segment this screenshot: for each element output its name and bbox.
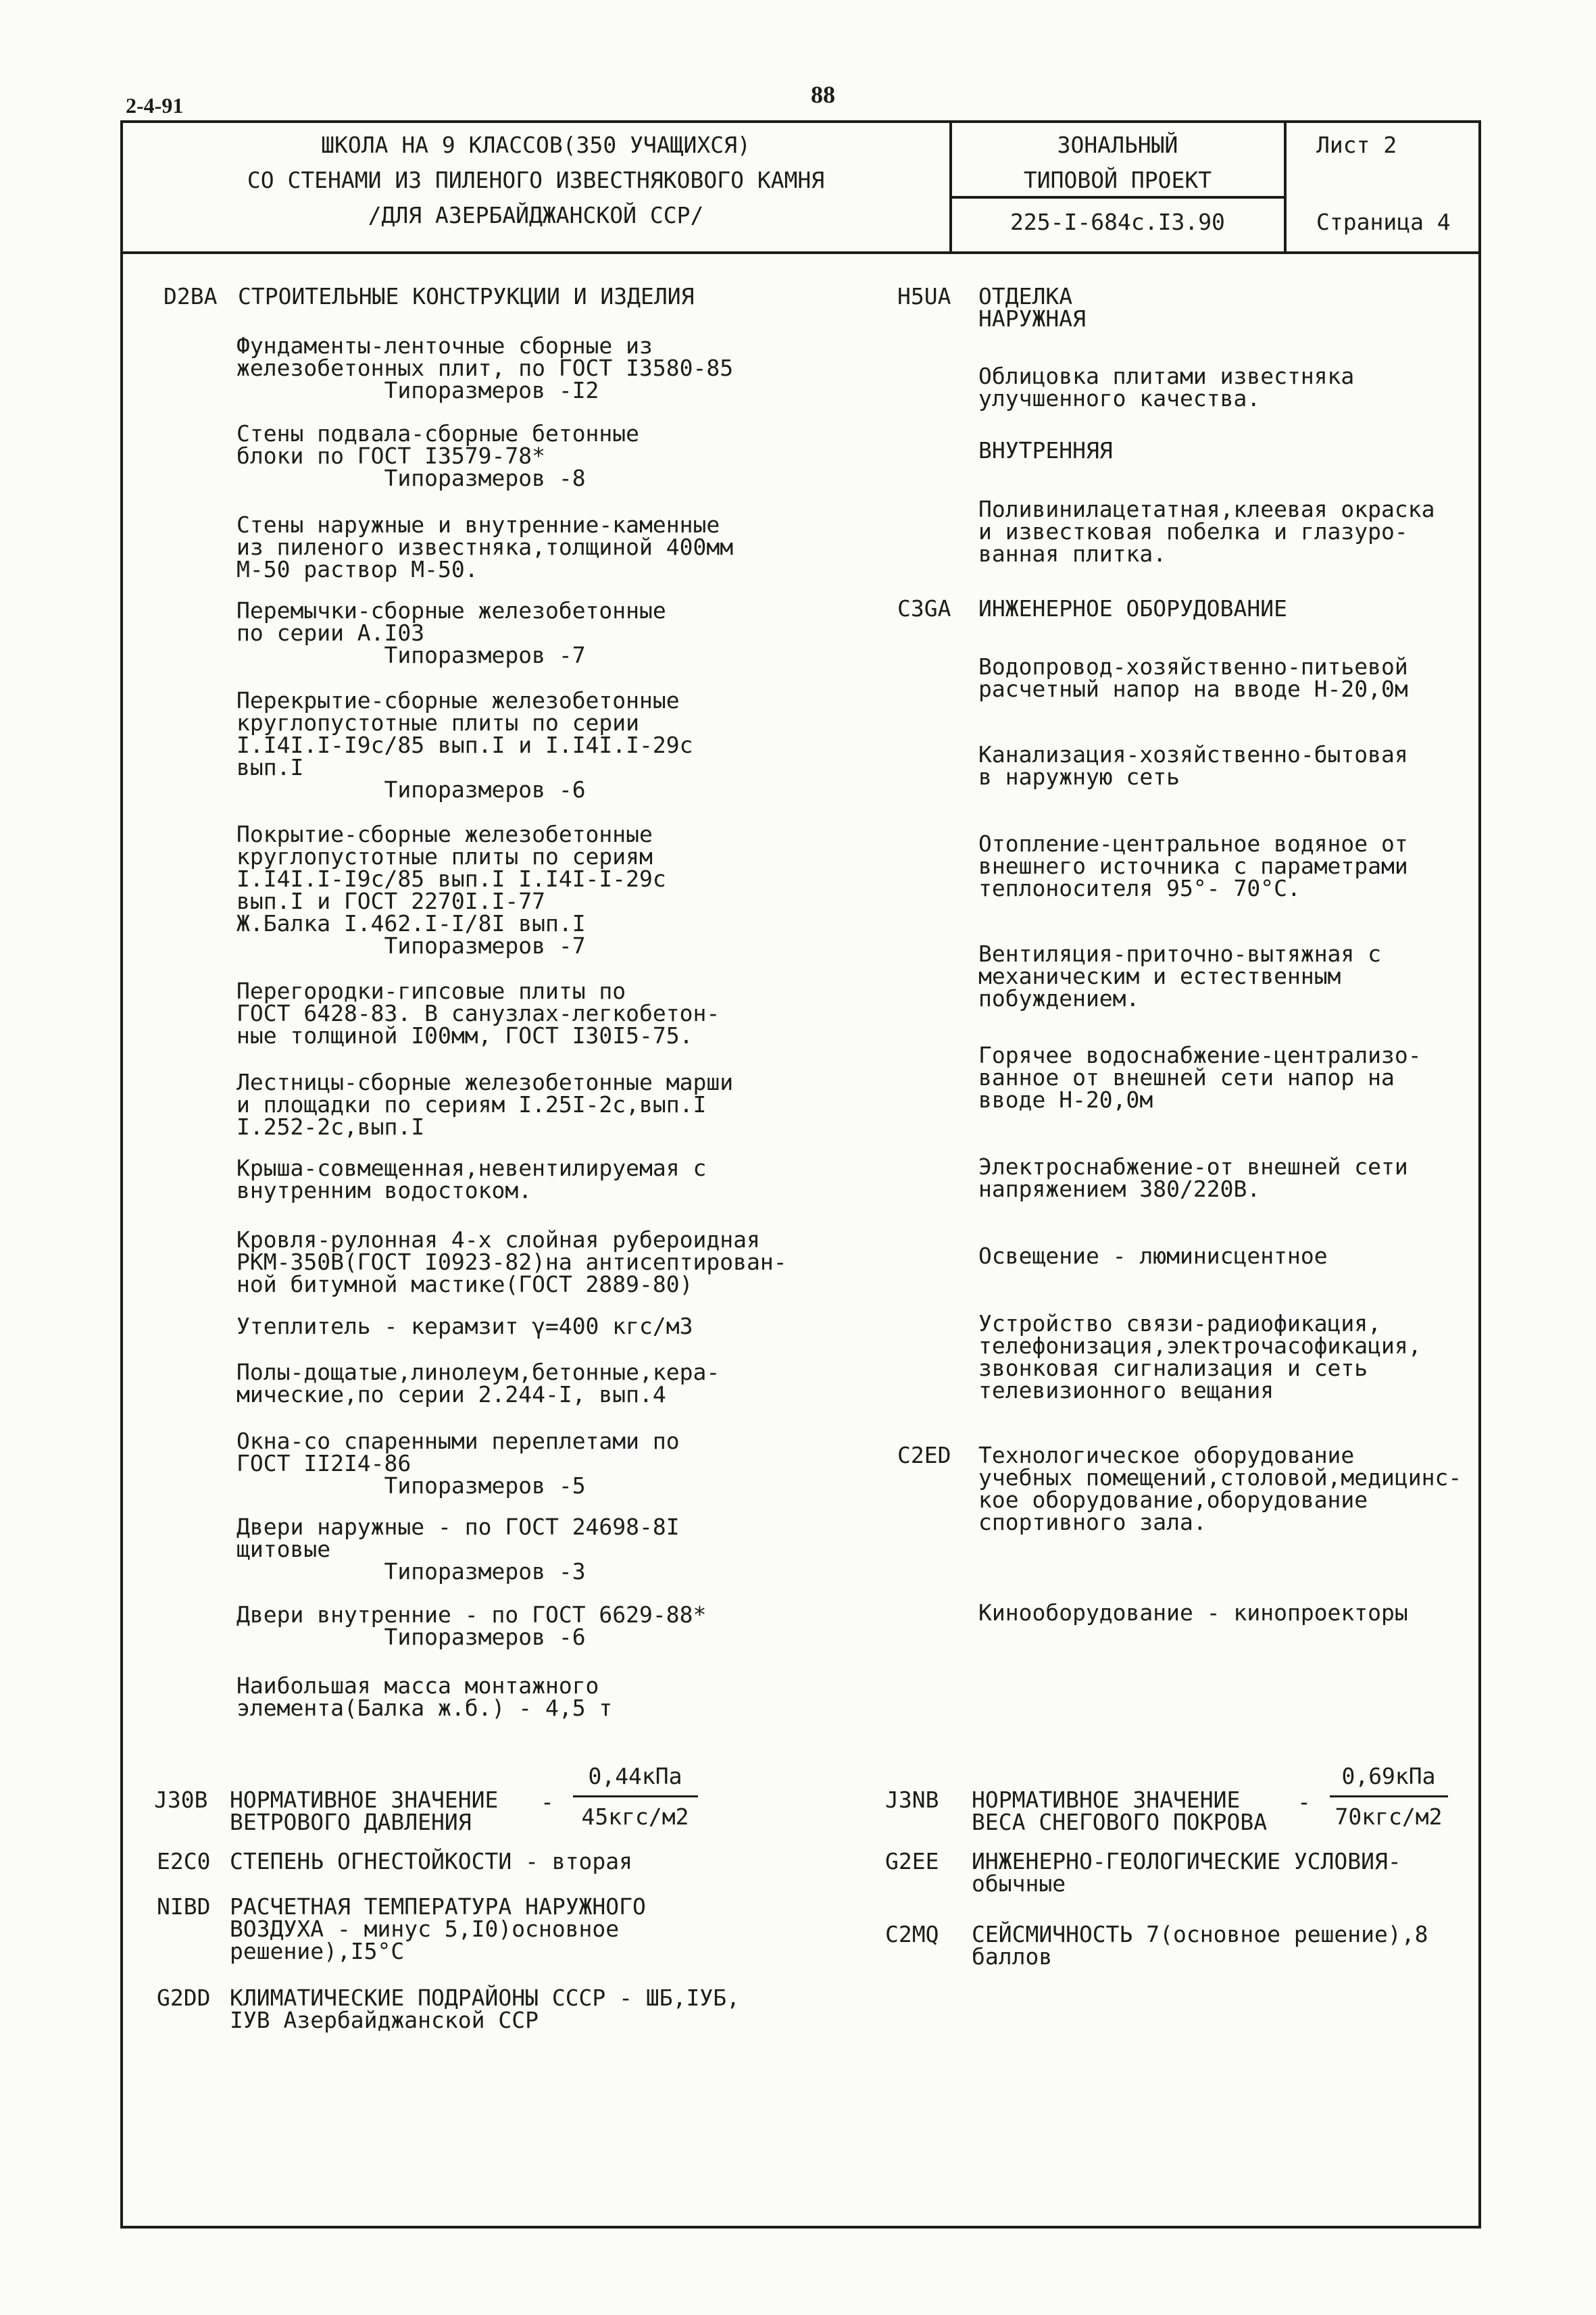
snow-value-kpa: 0,69кПа — [1341, 1763, 1436, 1789]
left-item-foundations: Фундаменты-ленточные сборные из железобетонных плит, по ГОСТ I3580-85 Типоразмеров -I2 — [236, 332, 734, 403]
left-item-partitions: Перегородки-гипсовые плиты по ГОСТ 6428-83. В санузлах-легкобетон- ные толщиной I00мм, ГОСТ I30I5-75. — [236, 978, 720, 1049]
section-title-finishing: ОТДЕЛКА НАРУЖНАЯ — [978, 283, 1086, 332]
left-item-outer-doors: Двери наружные - по ГОСТ 24698-8I щитовые Типоразмеров -3 — [236, 1514, 680, 1585]
eng-item-electricity: Электроснабжение-от внешней сети напряжением 380/220В. — [978, 1153, 1408, 1202]
section-code-engineering: C3GA — [897, 595, 951, 622]
left-item-insulation: Утеплитель - керамзит γ=400 кгс/м3 — [236, 1313, 693, 1339]
sheet-label: Лист 2 — [1316, 132, 1397, 158]
snow-label: НОРМАТИВНОЕ ЗНАЧЕНИЕ ВЕСА СНЕГОВОГО ПОКРОВА — [972, 1787, 1268, 1835]
climate-code: G2DD — [157, 1985, 211, 2011]
eng-item-hot-water: Горячее водоснабжение-централизо- ванное от внешней сети напор на вводе Н-20,0м — [978, 1042, 1422, 1113]
finishing-inner-title: ВНУТРЕННЯЯ — [978, 437, 1113, 464]
section-code-finishing: H5UA — [897, 283, 951, 309]
eng-item-water: Водопровод-хозяйственно-питьевой расчетный напор на вводе Н-20,0м — [978, 653, 1408, 702]
temperature-code: NIBD — [157, 1893, 211, 1920]
left-item-roofing: Кровля-рулонная 4-х слойная рубероидная РКМ-350В(ГОСТ I0923-82)на антисептирован- ной битумной мастике(ГОСТ 2889-80) — [236, 1226, 787, 1297]
eng-item-lighting: Освещение - люминисцентное — [978, 1243, 1328, 1269]
left-item-roof-slabs: Покрытие-сборные железобетонные круглопустотные плиты по сериям I.I4I.I-I9с/85 вып.I I.I4I-I-29с вып.I и ГОСТ 2270I.I-77 Ж.Балка I.462.I-I/8I вып.I Типоразмеров -7 — [236, 821, 666, 959]
header-title-line-3: /ДЛЯ АЗЕРБАЙДЖАНСКОЙ ССР/ — [368, 202, 704, 228]
snow-dash: - — [1297, 1789, 1311, 1815]
eng-item-sewer: Канализация-хозяйственно-бытовая в наружную сеть — [978, 741, 1408, 790]
snow-fraction-line — [1330, 1795, 1448, 1797]
fire-code: E2C0 — [157, 1848, 211, 1874]
fire-resistance-text: СТЕПЕНЬ ОГНЕСТОЙКОСТИ - вторая — [230, 1848, 633, 1874]
technology-text: Технологическое оборудование учебных помещений,столовой,медицинс- кое оборудование,оборудование спортивного зала. — [978, 1442, 1462, 1535]
page-number: 88 — [811, 81, 835, 108]
section-title-engineering: ИНЖЕНЕРНОЕ ОБОРУДОВАНИЕ — [978, 595, 1287, 622]
eng-item-ventilation: Вентиляция-приточно-вытяжная с механическим и естественным побуждением. — [978, 941, 1382, 1012]
section-code-structures: D2BA — [164, 283, 218, 309]
left-item-basement-walls: Стены подвала-сборные бетонные блоки по ГОСТ I3579-78* Типоразмеров -8 — [236, 420, 640, 491]
left-item-max-mass: Наибольшая масса монтажного элемента(Балка ж.б.) - 4,5 т — [236, 1672, 613, 1721]
wind-label: НОРМАТИВНОЕ ЗНАЧЕНИЕ ВЕТРОВОГО ДАВЛЕНИЯ — [230, 1787, 499, 1835]
left-item-roof: Крыша-совмещенная,невентилируемая с внутренним водостоком. — [236, 1155, 707, 1203]
eng-item-heating: Отопление-центральное водяное от внешнего источника с параметрами теплоносителя 95°- 70°С. — [978, 830, 1408, 901]
finishing-inner-text: Поливинилацетатная,клеевая окраска и известковая побелка и глазуро- ванная плитка. — [978, 496, 1435, 567]
left-item-lintels: Перемычки-сборные железобетонные по серии А.I03 Типоразмеров -7 — [236, 597, 666, 668]
title-block-divider-2 — [1284, 120, 1287, 253]
project-type-line-2: ТИПОВОЙ ПРОЕКТ — [1023, 167, 1212, 193]
title-block-bottom-rule — [120, 251, 1478, 254]
section-code-technology: C2ED — [897, 1442, 951, 1468]
left-item-walls: Стены наружные и внутренние-каменные из пиленого известняка,толщиной 400мм М-50 раствор М-50. — [236, 512, 734, 582]
left-item-stairs: Лестницы-сборные железобетонные марши и площадки по сериям I.25I-2с,вып.I I.252-2с,вып.I — [236, 1069, 734, 1140]
wind-fraction-line — [573, 1795, 698, 1797]
left-item-windows: Окна-со спаренными переплетами по ГОСТ II2I4-86 Типоразмеров -5 — [236, 1428, 680, 1499]
wind-dash: - — [541, 1789, 554, 1815]
left-item-floors: Полы-дощатые,линолеум,бетонные,кера- мические,по серии 2.244-I, вып.4 — [236, 1359, 720, 1408]
seismicity-text: СЕЙСМИЧНОСТЬ 7(основное решение),8 баллов — [972, 1921, 1428, 1970]
section-title-structures: СТРОИТЕЛЬНЫЕ КОНСТРУКЦИИ И ИЗДЕЛИЯ — [238, 283, 695, 309]
header-title — [123, 134, 949, 239]
wind-code: J30B — [154, 1787, 208, 1813]
finishing-outer-text: Облицовка плитами известняка улучшенного качества. — [978, 363, 1355, 412]
header-title-line-2: СО СТЕНАМИ ИЗ ПИЛЕНОГО ИЗВЕСТНЯКОВОГО КАМНЯ — [247, 167, 825, 193]
climate-text: КЛИМАТИЧЕСКИЕ ПОДРАЙОНЫ СССР - ШБ,IУБ, IУВ Азербайджанской ССР — [230, 1985, 740, 2033]
left-item-floor-slabs: Перекрытие-сборные железобетонные круглопустотные плиты по серии I.I4I.I-I9с/85 вып.I и I.I4I.I-29с вып.I Типоразмеров -6 — [236, 687, 693, 803]
project-number: 225-I-684с.I3.90 — [1010, 209, 1225, 235]
header-title-line-1: ШКОЛА НА 9 КЛАССОВ(350 УЧАЩИХСЯ) — [321, 132, 751, 158]
geology-text: ИНЖЕНЕРНО-ГЕОЛОГИЧЕСКИЕ УСЛОВИЯ- обычные — [972, 1848, 1401, 1897]
snow-code: J3NB — [885, 1787, 939, 1813]
seismicity-code: C2MQ — [885, 1921, 939, 1947]
document-code: 2-4-91 — [126, 93, 184, 118]
project-type — [952, 134, 1283, 204]
project-type-line-1: ЗОНАЛЬНЫЙ — [1057, 132, 1178, 158]
page-label: Страница 4 — [1316, 209, 1451, 235]
wind-value-kpa: 0,44кПа — [588, 1763, 682, 1789]
temperature-text: РАСЧЕТНАЯ ТЕМПЕРАТУРА НАРУЖНОГО ВОЗДУХА - минус 5,I0)основное решение),I5°С — [230, 1893, 646, 1964]
geology-code: G2EE — [885, 1848, 939, 1874]
snow-value-kgs: 70кгс/м2 — [1335, 1803, 1443, 1830]
left-item-inner-doors: Двери внутренние - по ГОСТ 6629-88* Типоразмеров -6 — [236, 1601, 707, 1650]
eng-item-communication: Устройство связи-радиофикация, телефонизация,электрочасофикация, звонковая сигнализация и сеть телевизионного вещания — [978, 1310, 1422, 1403]
cinema-equipment: Кинооборудование - кинопроекторы — [978, 1599, 1408, 1626]
wind-value-kgs: 45кгс/м2 — [581, 1803, 689, 1830]
